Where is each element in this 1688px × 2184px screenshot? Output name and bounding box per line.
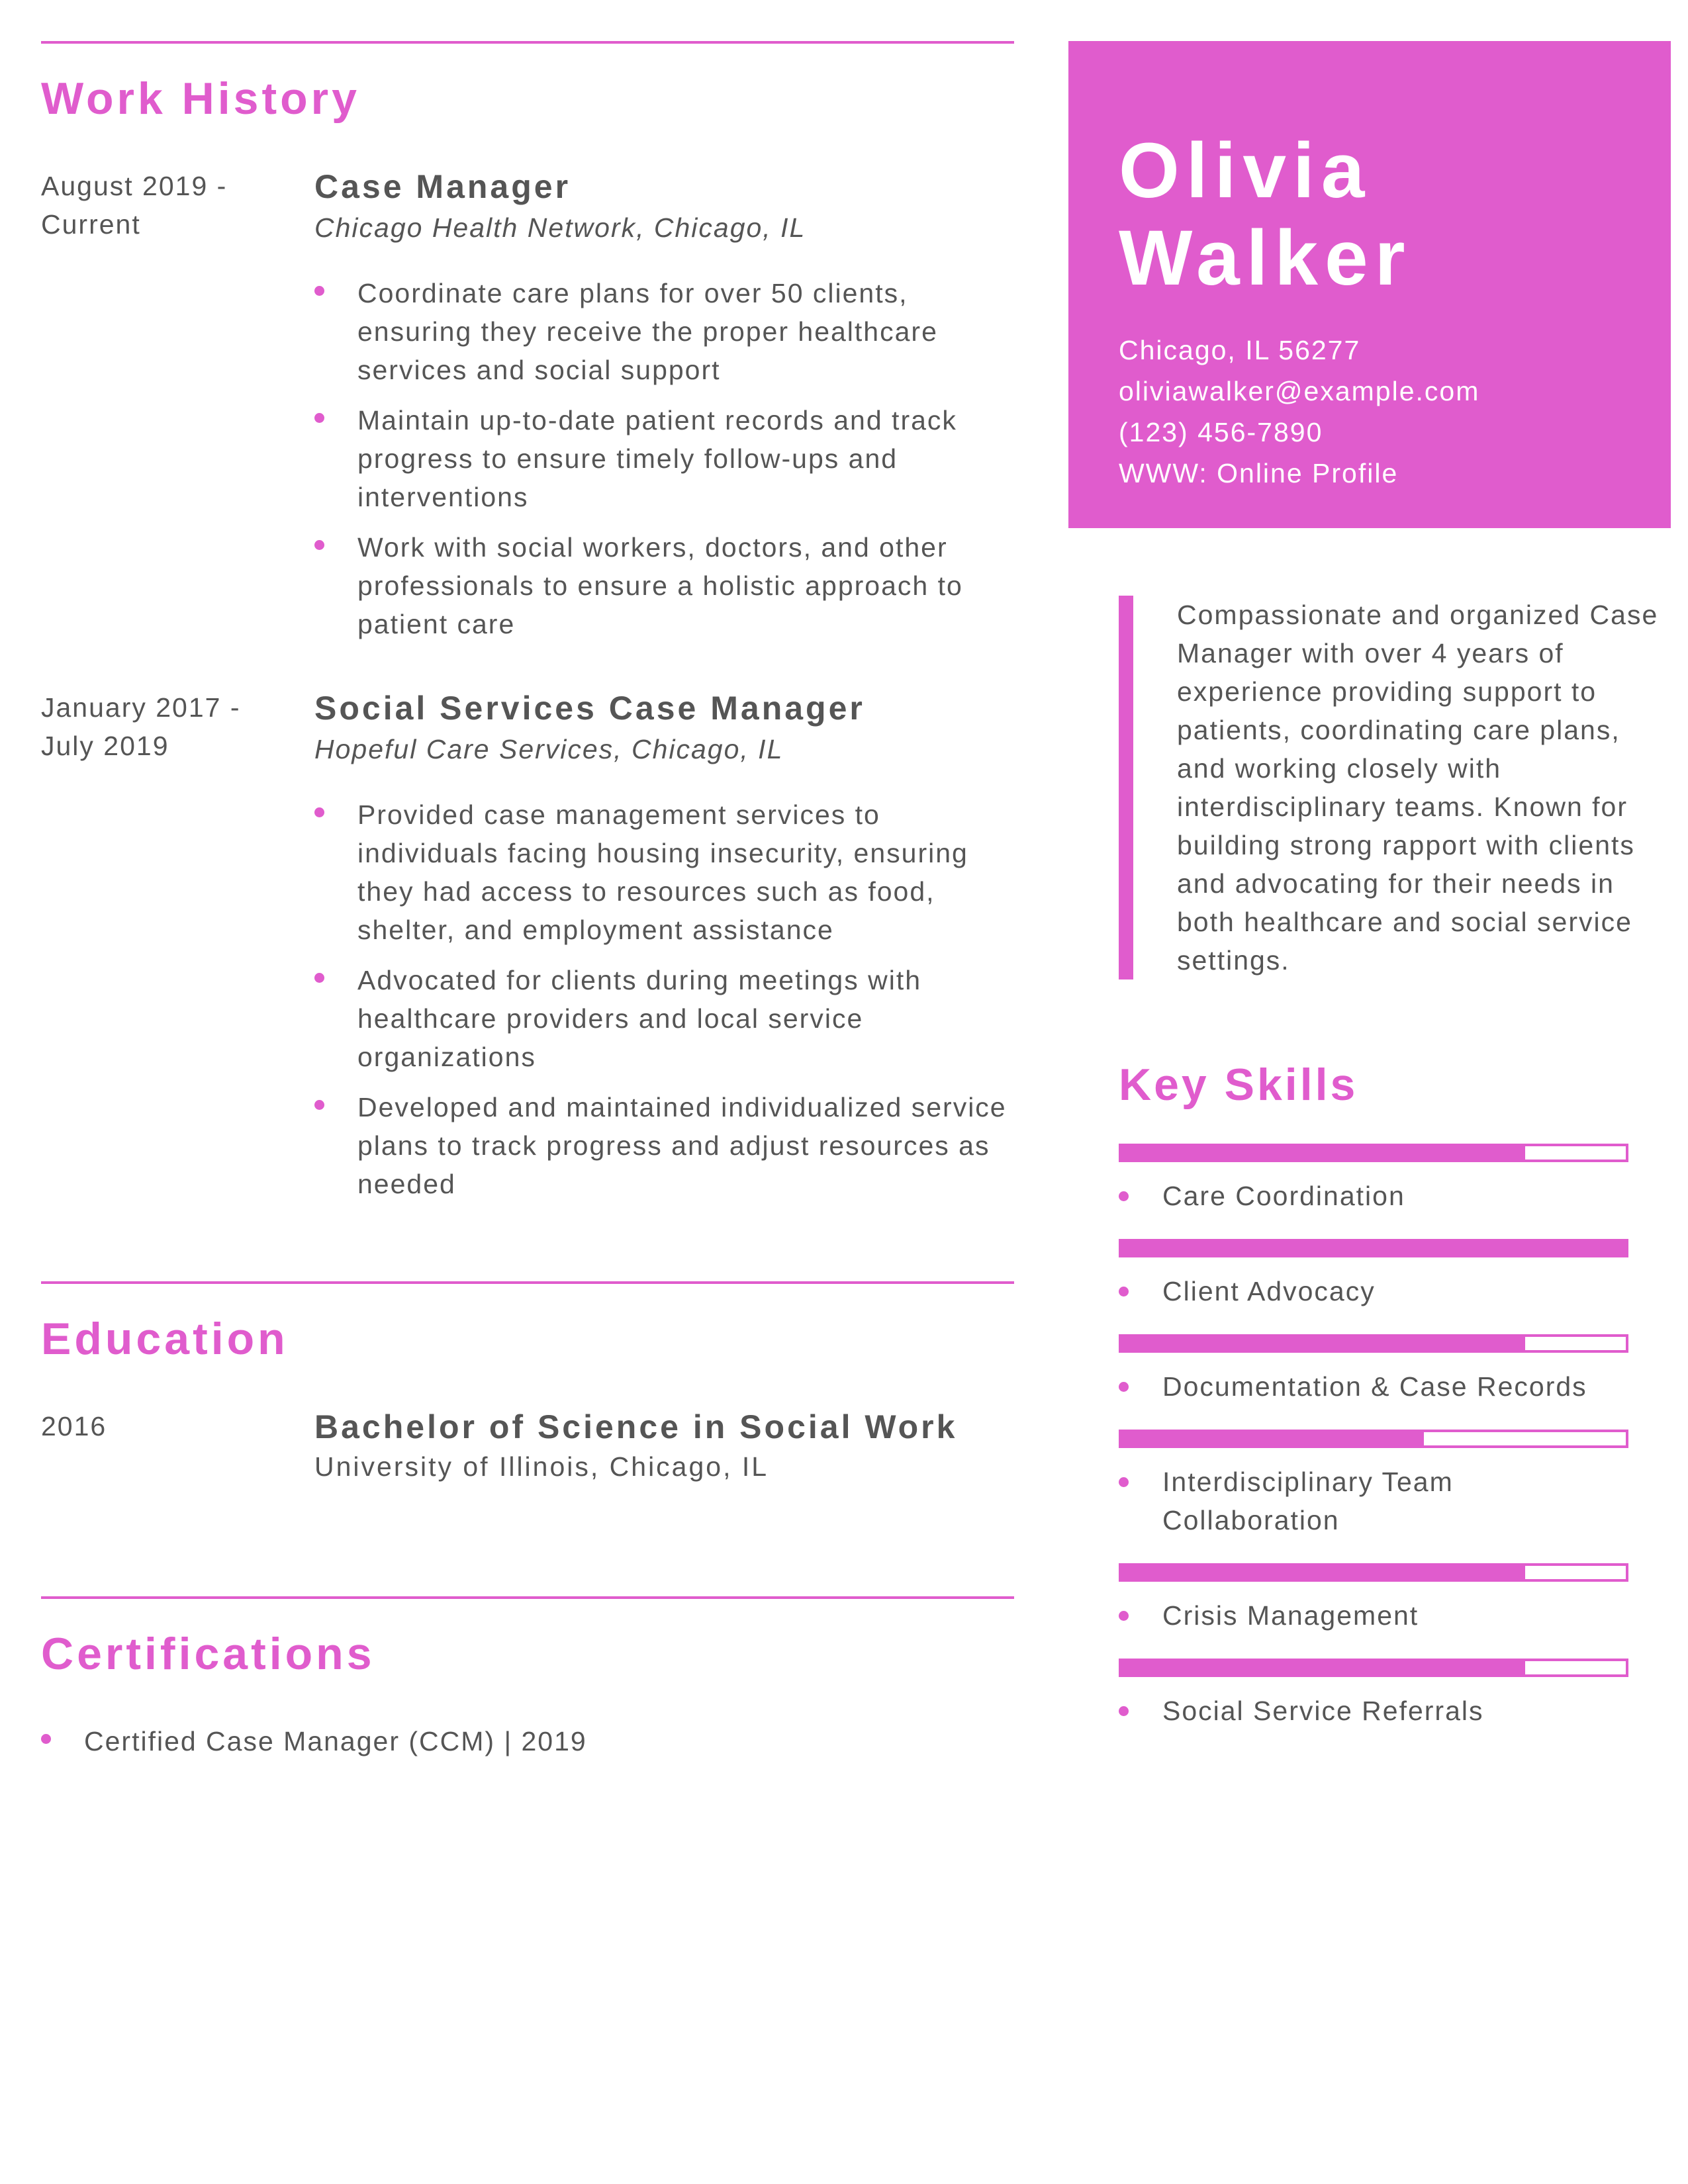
- skill-item: [1119, 1144, 1628, 1215]
- skill-label: Documentation & Case Records: [1119, 1367, 1628, 1406]
- job-dates: January 2017 - July 2019: [41, 692, 241, 761]
- skill-level-fill: [1121, 1661, 1525, 1674]
- list-item: Work with social workers, doctors, and other professionals to ensure a holistic approach to patient care: [314, 528, 1014, 643]
- last-name: Walker: [1119, 214, 1412, 302]
- skill-level-fill: [1121, 1566, 1525, 1579]
- section-divider: [41, 1281, 1014, 1284]
- skill-level-bar: [1119, 1239, 1628, 1257]
- left-column: [41, 41, 1014, 1772]
- skill-level-fill: [1121, 1432, 1424, 1445]
- skill-label: Interdisciplinary Team Collaboration: [1119, 1463, 1628, 1539]
- skill-item: [1119, 1430, 1628, 1539]
- job-entry: [41, 688, 1014, 1215]
- section-divider: [41, 1596, 1014, 1599]
- bullet-icon: [1119, 1706, 1129, 1716]
- bullet-icon: [314, 286, 324, 296]
- work-history-heading: Work History: [41, 73, 360, 124]
- list-item: Coordinate care plans for over 50 clients, ensuring they receive the proper healthcare services and social support: [314, 274, 1014, 389]
- skill-label: Client Advocacy: [1119, 1272, 1628, 1310]
- section-divider: [41, 41, 1014, 44]
- header-box: [1068, 41, 1671, 528]
- skill-level-fill: [1121, 1242, 1626, 1255]
- job-title: Social Services Case Manager: [314, 690, 865, 727]
- skill-level-fill: [1121, 1146, 1525, 1160]
- contact-phone: (123) 456-7890: [1119, 417, 1323, 447]
- certifications-list: [41, 1722, 1014, 1760]
- bullet-icon: [314, 540, 324, 550]
- education-heading: Education: [41, 1314, 289, 1364]
- right-column: [1068, 41, 1671, 1754]
- bullet-icon: [314, 413, 324, 423]
- skill-item: [1119, 1563, 1628, 1635]
- job-bullets: [314, 274, 1014, 643]
- bullet-icon: [1119, 1611, 1129, 1621]
- skill-item: [1119, 1239, 1628, 1310]
- skill-label: Crisis Management: [1119, 1596, 1628, 1635]
- skill-level-bar: [1119, 1334, 1628, 1353]
- education-year: 2016: [41, 1411, 107, 1441]
- job-dates: August 2019 - Current: [41, 171, 228, 240]
- skills-heading: Key Skills: [1119, 1060, 1358, 1110]
- skill-level-bar: [1119, 1659, 1628, 1677]
- list-item: Developed and maintained individualized service plans to track progress and adjust resources as needed: [314, 1088, 1014, 1203]
- contact-email[interactable]: oliviawalker@example.com: [1119, 376, 1480, 406]
- first-name: Olivia: [1119, 127, 1372, 214]
- bullet-icon: [314, 1100, 324, 1110]
- skill-level-bar: [1119, 1430, 1628, 1448]
- list-item: Provided case management services to individuals facing housing insecurity, ensuring they had access to resources such as food, shelter, and employment assistance: [314, 796, 1014, 949]
- contact-location: Chicago, IL 56277: [1119, 335, 1361, 365]
- contact-website[interactable]: WWW: Online Profile: [1119, 458, 1399, 488]
- list-item: Maintain up-to-date patient records and track progress to ensure timely follow-ups and interventions: [314, 401, 1014, 516]
- certifications-heading: Certifications: [41, 1629, 375, 1679]
- education-entry: [41, 1407, 1014, 1486]
- list-item: Advocated for clients during meetings with healthcare providers and local service organizations: [314, 961, 1014, 1076]
- summary-text: Compassionate and organized Case Manager with over 4 years of experience providing support to patients, coordinating care plans, and working closely with interdisciplinary teams. Known for building strong rapport with clients and advocating for their needs in both healthcare and social service settings.: [1177, 600, 1659, 976]
- skills-list: [1119, 1144, 1628, 1730]
- skill-label: Care Coordination: [1119, 1177, 1628, 1215]
- job-details: [314, 167, 1014, 655]
- education-school: University of Illinois, Chicago, IL: [314, 1451, 769, 1482]
- list-item: Certified Case Manager (CCM) | 2019: [41, 1722, 1014, 1760]
- education-details: [314, 1407, 1014, 1486]
- skill-label: Social Service Referrals: [1119, 1692, 1628, 1730]
- bullet-icon: [1119, 1191, 1129, 1201]
- bullet-icon: [41, 1734, 51, 1744]
- skill-level-bar: [1119, 1144, 1628, 1162]
- bullet-icon: [314, 807, 324, 817]
- job-company: Chicago Health Network, Chicago, IL: [314, 212, 806, 243]
- education-degree: Bachelor of Science in Social Work: [314, 1408, 958, 1445]
- bullet-icon: [314, 973, 324, 983]
- bullet-icon: [1119, 1382, 1129, 1392]
- job-title: Case Manager: [314, 168, 571, 205]
- skill-level-bar: [1119, 1563, 1628, 1582]
- skill-item: [1119, 1334, 1628, 1406]
- job-entry: [41, 167, 1014, 655]
- bullet-icon: [1119, 1287, 1129, 1297]
- summary: [1119, 596, 1671, 979]
- job-bullets: [314, 796, 1014, 1203]
- bullet-icon: [1119, 1477, 1129, 1487]
- skill-level-fill: [1121, 1337, 1525, 1350]
- job-company: Hopeful Care Services, Chicago, IL: [314, 734, 784, 764]
- skill-item: [1119, 1659, 1628, 1730]
- job-details: [314, 688, 1014, 1215]
- contact-info: [1119, 330, 1671, 494]
